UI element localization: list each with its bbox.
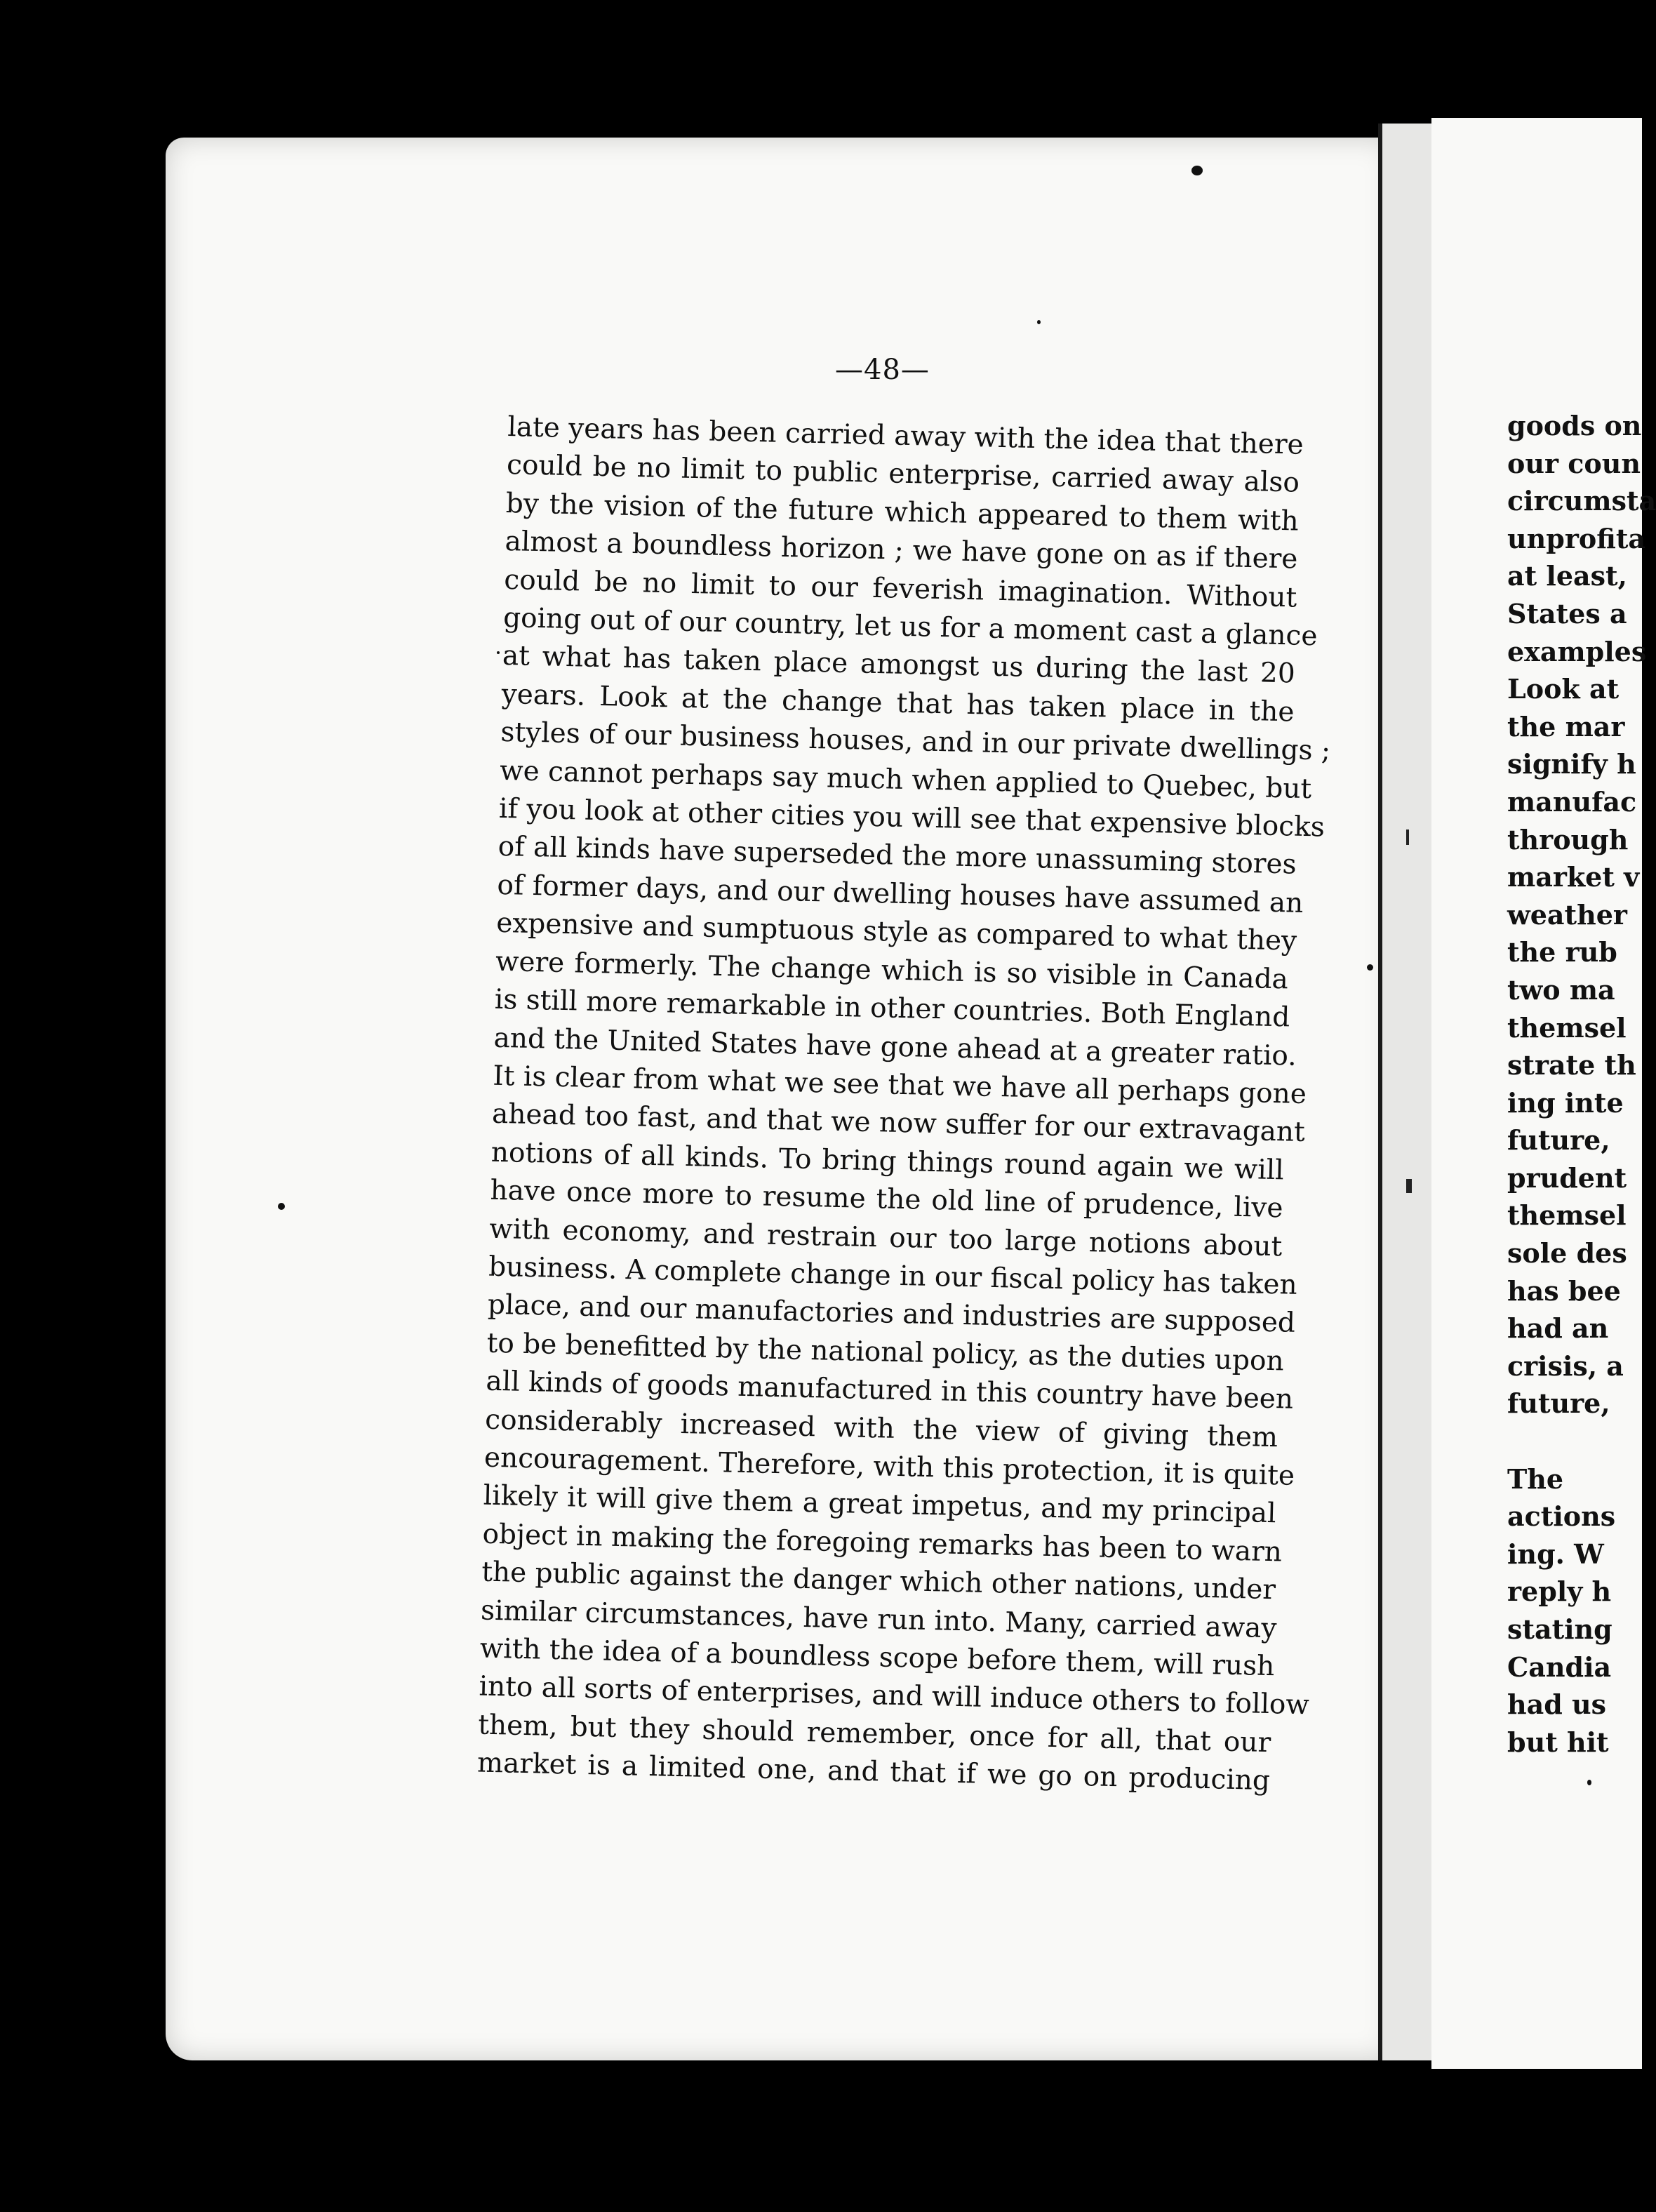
text-line: It is clear from what we see that we have all perhaps gone <box>492 1060 1307 1110</box>
text-line: object in making the foregoing remarks has been to warn <box>482 1518 1283 1568</box>
text-line: our coun <box>1507 447 1641 479</box>
text-line: of all kinds have superseded the more unassuming stores <box>498 831 1297 881</box>
text-line: likely it will give them a great impetus, and my principal <box>483 1479 1277 1530</box>
text-line: two ma <box>1507 973 1615 1006</box>
text-line: States a <box>1507 597 1627 629</box>
text-line: the mar <box>1507 710 1625 742</box>
text-line: business. A complete change in our fiscal policy has taken <box>488 1251 1298 1301</box>
text-line: had us <box>1507 1688 1607 1721</box>
text-line: market v <box>1507 861 1640 893</box>
paragraph-gap <box>1507 1423 1656 1460</box>
text-line: has bee <box>1507 1274 1621 1307</box>
text-line: stating <box>1507 1613 1612 1645</box>
text-line: if you look at other cities you will see that expensive blocks <box>498 792 1326 844</box>
text-line: similar circumstances, have run into. Many, carried away <box>480 1594 1277 1644</box>
text-line: goods on <box>1507 410 1642 441</box>
left-page-body-text <box>476 408 1331 1801</box>
text-line: strate th <box>1507 1049 1636 1081</box>
text-line: considerably increased with the view of giving them <box>484 1404 1278 1453</box>
ink-speck <box>1191 166 1203 175</box>
text-line: notions of all kinds. To bring things round again we will <box>490 1136 1285 1187</box>
text-line: and the United States have gone ahead at a greater ratio. <box>493 1022 1297 1072</box>
text-line: could be no limit to our feverish imagination. Without <box>503 564 1297 614</box>
text-line: crisis, a <box>1507 1350 1624 1382</box>
text-line: circumsta <box>1507 485 1656 517</box>
ink-speck <box>1367 964 1373 971</box>
ink-speck <box>278 1203 285 1210</box>
text-line: encouragement. Therefore, with this protection, it is quite <box>483 1441 1295 1492</box>
gutter-mark <box>1406 1179 1412 1193</box>
text-line: themsel <box>1507 1199 1627 1232</box>
text-line: sole des <box>1507 1237 1627 1270</box>
text-line: years. Look at the change that has taken place in the <box>501 678 1295 728</box>
text-line: by the vision of the future which appeared to them with <box>505 487 1300 538</box>
text-line: Look at <box>1507 673 1620 705</box>
text-line: with economy, and restrain our too large notions about <box>488 1213 1283 1262</box>
text-line: were formerly. The change which is so visible in Canada <box>495 945 1289 996</box>
text-line: ing. W <box>1507 1538 1604 1570</box>
ink-speck <box>497 651 500 654</box>
text-line: weather <box>1507 898 1627 931</box>
text-line: could be no limit to public enterprise, carried away also <box>506 449 1300 500</box>
text-line: at what has taken place amongst us during the last 20 <box>502 640 1296 690</box>
text-line: them, but they should remember, once for all, that our <box>477 1709 1271 1759</box>
text-line: place, and our manufactories and industries are supposed <box>487 1289 1296 1340</box>
text-line: of former days, and our dwelling houses have assumed an <box>497 869 1304 919</box>
page-number: —48— <box>835 354 930 386</box>
text-line: prudent <box>1507 1161 1627 1194</box>
text-line: to be benefitted by the national policy, as the duties upon <box>486 1327 1285 1378</box>
text-line: The <box>1507 1463 1564 1495</box>
text-line: have once more to resume the old line of prudence, live <box>490 1174 1283 1225</box>
text-line: Candia <box>1507 1651 1612 1683</box>
text-line: going out of our country, let us for a moment cast a glance <box>502 601 1318 653</box>
text-line: all kinds of goods manufactured in this country have been <box>486 1365 1294 1415</box>
text-line: reply h <box>1507 1575 1612 1608</box>
text-line: through <box>1507 823 1629 855</box>
text-line: at least, <box>1507 560 1627 592</box>
text-line: the public against the danger which other nations, under <box>481 1556 1276 1606</box>
text-line: we cannot perhaps say much when applied to Quebec, but <box>499 754 1312 805</box>
book-gutter <box>1378 124 1437 2060</box>
ink-speck <box>1037 320 1041 324</box>
text-line: the rub <box>1507 936 1617 968</box>
text-line: themsel <box>1507 1011 1627 1044</box>
text-line: almost a boundless horizon ; we have gone on as if there <box>505 526 1298 575</box>
text-line: market is a limited one, and that if we go on producing <box>476 1747 1271 1797</box>
text-line: manufac <box>1507 785 1637 818</box>
text-line: but hit <box>1507 1726 1609 1758</box>
text-line: examples <box>1507 635 1647 667</box>
text-line: ahead too fast, and that we now suffer for our extravagant <box>491 1098 1306 1149</box>
right-page-cropped-text <box>1507 407 1656 1761</box>
gutter-mark <box>1406 830 1409 845</box>
text-line: actions <box>1507 1500 1616 1533</box>
text-line: future, <box>1507 1124 1610 1157</box>
text-line: into all sorts of enterprises, and will induce others to follow <box>479 1670 1310 1721</box>
text-line: future, <box>1507 1387 1610 1420</box>
ink-speck <box>1587 1780 1591 1785</box>
text-line: unprofita <box>1507 522 1645 554</box>
text-line: with the idea of a boundless scope before them, will rush <box>479 1632 1275 1683</box>
text-line: signify h <box>1507 748 1636 780</box>
text-line: ing inte <box>1507 1086 1624 1119</box>
text-line: expensive and sumptuous style as compared to what they <box>495 907 1297 957</box>
text-line: is still more remarkable in other countries. Both England <box>494 983 1290 1034</box>
text-line: styles of our business houses, and in our private dwellings ; <box>500 717 1331 767</box>
text-line: late years has been carried away with the idea that there <box>507 411 1304 461</box>
text-line: had an <box>1507 1312 1609 1345</box>
